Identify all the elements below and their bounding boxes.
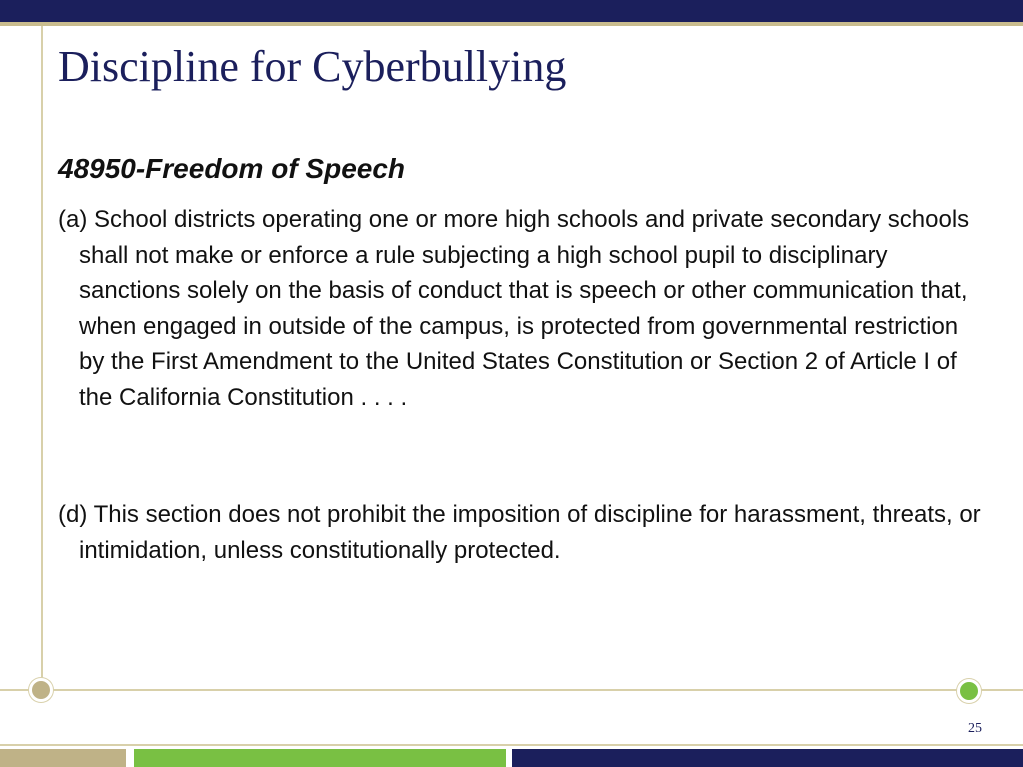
bottom-rule-right xyxy=(980,689,1023,691)
footer-navy-segment xyxy=(512,749,1023,767)
paragraph-d: (d) This section does not prohibit the imposition of discipline for harassment, threats, or intimidation, unless constitutionally protected. xyxy=(58,501,981,564)
section-heading: 48950-Freedom of Speech xyxy=(58,153,406,184)
footer-green-segment xyxy=(134,749,506,767)
left-vertical-rule xyxy=(41,26,43,679)
top-accent-line xyxy=(0,22,1023,26)
footer-tan-segment xyxy=(0,749,126,767)
slide-title: Discipline for Cyberbullying xyxy=(58,42,567,91)
paragraph-a: (a) School districts operating one or more high schools and private secondary schools shall not make or enforce a rule subjecting a high school pupil to disciplinary sanctions solely on the basis of conduct that is speech or other communication that, when engaged in outside of the campus, is protected from governmental restriction by the First Amendment to the United States Constitution or Section 2 of Article I of the California Constitution . . . . xyxy=(58,206,970,411)
top-banner-bar xyxy=(0,0,1023,22)
page-number: 25 xyxy=(968,721,982,736)
bottom-horizontal-rule xyxy=(50,689,960,691)
footer-rule xyxy=(0,744,1023,746)
tan-circle-ornament xyxy=(29,678,53,702)
bottom-rule-left xyxy=(0,689,30,691)
green-circle-ornament xyxy=(957,679,981,703)
